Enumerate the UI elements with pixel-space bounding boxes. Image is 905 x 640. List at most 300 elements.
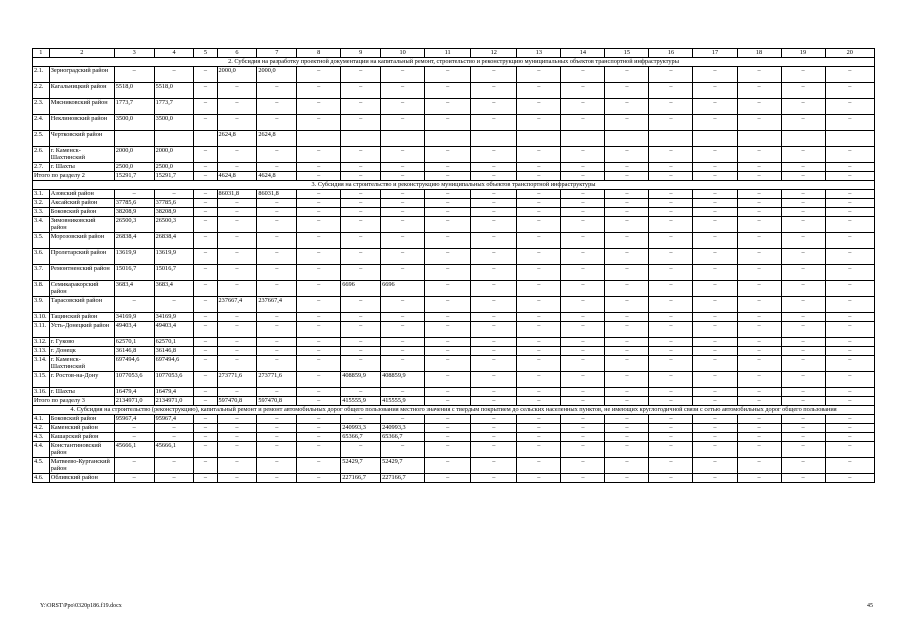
value-cell: –: [471, 338, 517, 347]
value-cell: –: [217, 356, 257, 372]
value-cell: –: [217, 433, 257, 442]
header-row: [33, 49, 875, 58]
row-number: 2.6.: [33, 147, 50, 163]
value-cell: –: [257, 249, 297, 265]
value-cell: –: [257, 115, 297, 131]
row-number: 4.3.: [33, 433, 50, 442]
value-cell: –: [781, 313, 825, 322]
table-row: [33, 347, 875, 356]
value-cell: –: [297, 281, 341, 297]
value-cell: –: [341, 249, 381, 265]
value-cell: –: [693, 322, 737, 338]
total-value-cell: 415555,9: [381, 397, 425, 406]
total-value-cell: 415555,9: [341, 397, 381, 406]
value-cell: –: [425, 313, 471, 322]
row-number: 4.2.: [33, 424, 50, 433]
row-number: 4.4.: [33, 442, 50, 458]
total-value-cell: –: [425, 397, 471, 406]
value-cell: –: [471, 458, 517, 474]
value-cell: –: [825, 474, 874, 483]
value-cell: –: [517, 356, 561, 372]
value-cell: –: [737, 190, 781, 199]
value-cell: –: [194, 433, 217, 442]
value-cell: –: [561, 442, 605, 458]
value-cell: –: [517, 163, 561, 172]
table-row: [33, 131, 875, 147]
value-cell: –: [154, 433, 194, 442]
value-cell: –: [114, 424, 154, 433]
value-cell: –: [517, 433, 561, 442]
value-cell: –: [381, 163, 425, 172]
column-number-header: 16: [649, 49, 693, 58]
municipality-name: г. Шахты: [49, 388, 114, 397]
value-cell: –: [649, 265, 693, 281]
value-cell: –: [471, 372, 517, 388]
value-cell: –: [517, 424, 561, 433]
value-cell: –: [737, 356, 781, 372]
value-cell: [649, 131, 693, 147]
value-cell: –: [605, 313, 649, 322]
value-cell: –: [114, 190, 154, 199]
value-cell: –: [381, 115, 425, 131]
value-cell: –: [194, 217, 217, 233]
value-cell: –: [425, 233, 471, 249]
value-cell: –: [561, 388, 605, 397]
value-cell: –: [605, 115, 649, 131]
value-cell: [381, 131, 425, 147]
value-cell: –: [257, 347, 297, 356]
column-number-header: 13: [517, 49, 561, 58]
value-cell: –: [825, 67, 874, 83]
value-cell: –: [649, 458, 693, 474]
value-cell: –: [781, 474, 825, 483]
value-cell: –: [425, 338, 471, 347]
value-cell: –: [257, 338, 297, 347]
municipality-name: г. Донецк: [49, 347, 114, 356]
value-cell: –: [341, 163, 381, 172]
value-cell: –: [737, 313, 781, 322]
value-cell: –: [693, 190, 737, 199]
value-cell: –: [693, 208, 737, 217]
row-number: 2.5.: [33, 131, 50, 147]
row-number: 3.7.: [33, 265, 50, 281]
column-number-header: 4: [154, 49, 194, 58]
value-cell: –: [381, 249, 425, 265]
value-cell: –: [471, 281, 517, 297]
value-cell: –: [605, 356, 649, 372]
value-cell: –: [341, 208, 381, 217]
value-cell: –: [737, 338, 781, 347]
value-cell: 26500,3: [154, 217, 194, 233]
value-cell: –: [561, 217, 605, 233]
value-cell: –: [381, 442, 425, 458]
value-cell: –: [257, 356, 297, 372]
value-cell: –: [341, 442, 381, 458]
table-row: [33, 265, 875, 281]
value-cell: –: [425, 424, 471, 433]
municipality-name: Боковский район: [49, 208, 114, 217]
municipality-name: г. Шахты: [49, 163, 114, 172]
value-cell: [517, 131, 561, 147]
value-cell: –: [471, 265, 517, 281]
row-number: 2.1.: [33, 67, 50, 83]
value-cell: –: [217, 233, 257, 249]
value-cell: –: [257, 313, 297, 322]
value-cell: –: [517, 249, 561, 265]
row-number: 3.5.: [33, 233, 50, 249]
value-cell: –: [471, 199, 517, 208]
total-label: Итого по разделу 2: [33, 172, 115, 181]
value-cell: –: [114, 433, 154, 442]
value-cell: –: [649, 217, 693, 233]
value-cell: –: [297, 388, 341, 397]
table-row: [33, 415, 875, 424]
value-cell: 227166,7: [381, 474, 425, 483]
value-cell: –: [825, 199, 874, 208]
value-cell: –: [194, 458, 217, 474]
value-cell: [194, 131, 217, 147]
municipality-name: Кагальницкий район: [49, 83, 114, 99]
value-cell: 26500,3: [114, 217, 154, 233]
value-cell: 1077053,6: [114, 372, 154, 388]
value-cell: –: [517, 281, 561, 297]
total-value-cell: –: [737, 397, 781, 406]
table-row: [33, 442, 875, 458]
row-number: 3.14.: [33, 356, 50, 372]
value-cell: –: [649, 442, 693, 458]
value-cell: –: [471, 249, 517, 265]
value-cell: [154, 131, 194, 147]
value-cell: –: [693, 347, 737, 356]
value-cell: –: [381, 217, 425, 233]
table-row: [33, 115, 875, 131]
value-cell: 408859,9: [341, 372, 381, 388]
value-cell: –: [649, 415, 693, 424]
value-cell: –: [781, 388, 825, 397]
column-number-header: 17: [693, 49, 737, 58]
value-cell: –: [217, 208, 257, 217]
value-cell: 95967,4: [114, 415, 154, 424]
value-cell: –: [825, 265, 874, 281]
column-number-header: 8: [297, 49, 341, 58]
value-cell: –: [217, 388, 257, 397]
value-cell: 3500,0: [154, 115, 194, 131]
value-cell: –: [517, 297, 561, 313]
value-cell: –: [381, 190, 425, 199]
value-cell: –: [825, 115, 874, 131]
value-cell: –: [194, 190, 217, 199]
value-cell: –: [825, 163, 874, 172]
value-cell: –: [425, 433, 471, 442]
value-cell: –: [605, 208, 649, 217]
value-cell: –: [781, 217, 825, 233]
total-value-cell: 2134971,0: [154, 397, 194, 406]
value-cell: –: [561, 199, 605, 208]
value-cell: –: [425, 249, 471, 265]
municipality-name: г. Каменск-Шахтинский: [49, 356, 114, 372]
value-cell: –: [561, 265, 605, 281]
value-cell: –: [737, 442, 781, 458]
value-cell: –: [737, 99, 781, 115]
value-cell: –: [194, 199, 217, 208]
value-cell: –: [781, 433, 825, 442]
municipality-name: Матвеево-Курганский район: [49, 458, 114, 474]
value-cell: –: [257, 233, 297, 249]
value-cell: 65366,7: [341, 433, 381, 442]
value-cell: –: [297, 208, 341, 217]
total-value-cell: –: [825, 397, 874, 406]
value-cell: –: [649, 67, 693, 83]
row-number: 4.1.: [33, 415, 50, 424]
value-cell: –: [693, 163, 737, 172]
value-cell: 6696: [381, 281, 425, 297]
table-row: [33, 233, 875, 249]
value-cell: –: [194, 474, 217, 483]
value-cell: –: [341, 217, 381, 233]
value-cell: –: [297, 474, 341, 483]
value-cell: –: [781, 338, 825, 347]
section-title-row: [33, 58, 875, 67]
value-cell: –: [471, 388, 517, 397]
value-cell: 237667,4: [217, 297, 257, 313]
value-cell: –: [693, 265, 737, 281]
value-cell: –: [471, 313, 517, 322]
value-cell: –: [297, 163, 341, 172]
value-cell: –: [737, 433, 781, 442]
value-cell: –: [425, 83, 471, 99]
value-cell: –: [257, 265, 297, 281]
municipality-name: Семикаракорский район: [49, 281, 114, 297]
value-cell: –: [649, 313, 693, 322]
value-cell: –: [471, 415, 517, 424]
value-cell: –: [217, 322, 257, 338]
value-cell: –: [605, 83, 649, 99]
municipality-name: Тацинский район: [49, 313, 114, 322]
value-cell: [471, 131, 517, 147]
value-cell: –: [737, 388, 781, 397]
value-cell: –: [257, 433, 297, 442]
column-number-header: 19: [781, 49, 825, 58]
value-cell: –: [517, 322, 561, 338]
value-cell: [425, 131, 471, 147]
row-number: 3.4.: [33, 217, 50, 233]
value-cell: –: [114, 474, 154, 483]
value-cell: –: [381, 147, 425, 163]
value-cell: –: [517, 442, 561, 458]
value-cell: 15016,7: [154, 265, 194, 281]
value-cell: –: [517, 67, 561, 83]
value-cell: –: [154, 458, 194, 474]
value-cell: –: [649, 147, 693, 163]
total-value-cell: –: [781, 397, 825, 406]
value-cell: –: [217, 147, 257, 163]
value-cell: –: [217, 474, 257, 483]
table-row: [33, 99, 875, 115]
value-cell: –: [737, 458, 781, 474]
value-cell: 16479,4: [114, 388, 154, 397]
table-row: [33, 313, 875, 322]
row-number: 2.3.: [33, 99, 50, 115]
municipality-name: Азовский район: [49, 190, 114, 199]
total-value-cell: –: [825, 172, 874, 181]
value-cell: –: [693, 199, 737, 208]
value-cell: –: [517, 313, 561, 322]
value-cell: –: [517, 199, 561, 208]
section-title-row: [33, 406, 875, 415]
value-cell: –: [471, 297, 517, 313]
value-cell: 1077053,6: [154, 372, 194, 388]
value-cell: –: [257, 388, 297, 397]
value-cell: –: [471, 433, 517, 442]
value-cell: –: [517, 265, 561, 281]
value-cell: 2000,0: [114, 147, 154, 163]
row-number: 3.1.: [33, 190, 50, 199]
total-value-cell: 4624,8: [217, 172, 257, 181]
row-number: 3.11.: [33, 322, 50, 338]
value-cell: –: [471, 83, 517, 99]
value-cell: –: [217, 83, 257, 99]
total-value-cell: –: [693, 397, 737, 406]
column-number-header: 12: [471, 49, 517, 58]
value-cell: –: [194, 99, 217, 115]
value-cell: –: [825, 433, 874, 442]
value-cell: 15016,7: [114, 265, 154, 281]
value-cell: –: [561, 424, 605, 433]
value-cell: –: [693, 433, 737, 442]
value-cell: –: [605, 388, 649, 397]
column-number-header: 7: [257, 49, 297, 58]
value-cell: –: [297, 233, 341, 249]
total-value-cell: 15291,7: [114, 172, 154, 181]
value-cell: –: [194, 415, 217, 424]
value-cell: –: [194, 115, 217, 131]
value-cell: –: [425, 297, 471, 313]
value-cell: –: [693, 338, 737, 347]
value-cell: –: [297, 199, 341, 208]
value-cell: [114, 131, 154, 147]
value-cell: –: [781, 163, 825, 172]
value-cell: –: [825, 99, 874, 115]
value-cell: –: [781, 147, 825, 163]
municipality-name: Каменский район: [49, 424, 114, 433]
value-cell: –: [649, 199, 693, 208]
value-cell: 16479,4: [154, 388, 194, 397]
value-cell: –: [154, 297, 194, 313]
value-cell: –: [194, 249, 217, 265]
value-cell: –: [825, 83, 874, 99]
value-cell: –: [561, 474, 605, 483]
value-cell: –: [825, 297, 874, 313]
value-cell: –: [425, 190, 471, 199]
value-cell: –: [194, 281, 217, 297]
value-cell: –: [781, 356, 825, 372]
value-cell: –: [297, 442, 341, 458]
value-cell: –: [217, 281, 257, 297]
value-cell: –: [737, 83, 781, 99]
value-cell: –: [825, 233, 874, 249]
municipality-name: Константиновский район: [49, 442, 114, 458]
total-value-cell: –: [737, 172, 781, 181]
value-cell: –: [649, 83, 693, 99]
value-cell: –: [297, 372, 341, 388]
value-cell: –: [825, 347, 874, 356]
value-cell: –: [649, 338, 693, 347]
value-cell: –: [425, 388, 471, 397]
value-cell: 62570,1: [114, 338, 154, 347]
total-value-cell: 15291,7: [154, 172, 194, 181]
total-value-cell: –: [194, 397, 217, 406]
value-cell: –: [561, 249, 605, 265]
value-cell: –: [297, 99, 341, 115]
value-cell: 5518,0: [114, 83, 154, 99]
value-cell: –: [341, 99, 381, 115]
value-cell: –: [114, 297, 154, 313]
value-cell: –: [297, 313, 341, 322]
table-row: [33, 424, 875, 433]
value-cell: –: [693, 442, 737, 458]
value-cell: –: [825, 424, 874, 433]
value-cell: –: [341, 388, 381, 397]
value-cell: 697494,6: [154, 356, 194, 372]
value-cell: –: [297, 338, 341, 347]
value-cell: –: [257, 424, 297, 433]
municipality-name: Чертковский район: [49, 131, 114, 147]
value-cell: –: [425, 458, 471, 474]
row-number: 3.16.: [33, 388, 50, 397]
table-row: [33, 67, 875, 83]
value-cell: –: [341, 356, 381, 372]
value-cell: –: [781, 115, 825, 131]
total-value-cell: –: [517, 172, 561, 181]
value-cell: –: [341, 67, 381, 83]
total-row: [33, 397, 875, 406]
value-cell: –: [561, 67, 605, 83]
value-cell: –: [425, 163, 471, 172]
value-cell: 34169,9: [114, 313, 154, 322]
section-title: 2. Субсидия на разработку проектной документации на капитальный ремонт, строительство и реконструкцию муниципальных объектов транспортной инфраструктуры: [33, 58, 875, 67]
row-number: 3.3.: [33, 208, 50, 217]
value-cell: –: [517, 208, 561, 217]
value-cell: –: [605, 458, 649, 474]
value-cell: –: [341, 297, 381, 313]
value-cell: –: [381, 265, 425, 281]
value-cell: 6696: [341, 281, 381, 297]
row-number: 2.4.: [33, 115, 50, 131]
value-cell: –: [781, 372, 825, 388]
value-cell: –: [781, 99, 825, 115]
value-cell: –: [471, 233, 517, 249]
value-cell: –: [737, 233, 781, 249]
value-cell: –: [825, 208, 874, 217]
value-cell: –: [605, 249, 649, 265]
total-value-cell: –: [605, 172, 649, 181]
municipality-name: г. Ростов-на-Дону: [49, 372, 114, 388]
column-number-header: 6: [217, 49, 257, 58]
value-cell: –: [194, 424, 217, 433]
table-row: [33, 147, 875, 163]
value-cell: –: [425, 281, 471, 297]
value-cell: –: [425, 474, 471, 483]
value-cell: –: [341, 190, 381, 199]
value-cell: 273771,6: [217, 372, 257, 388]
value-cell: –: [605, 199, 649, 208]
value-cell: –: [781, 199, 825, 208]
value-cell: 37785,6: [154, 199, 194, 208]
value-cell: –: [781, 415, 825, 424]
value-cell: –: [605, 163, 649, 172]
value-cell: –: [737, 208, 781, 217]
value-cell: –: [825, 458, 874, 474]
